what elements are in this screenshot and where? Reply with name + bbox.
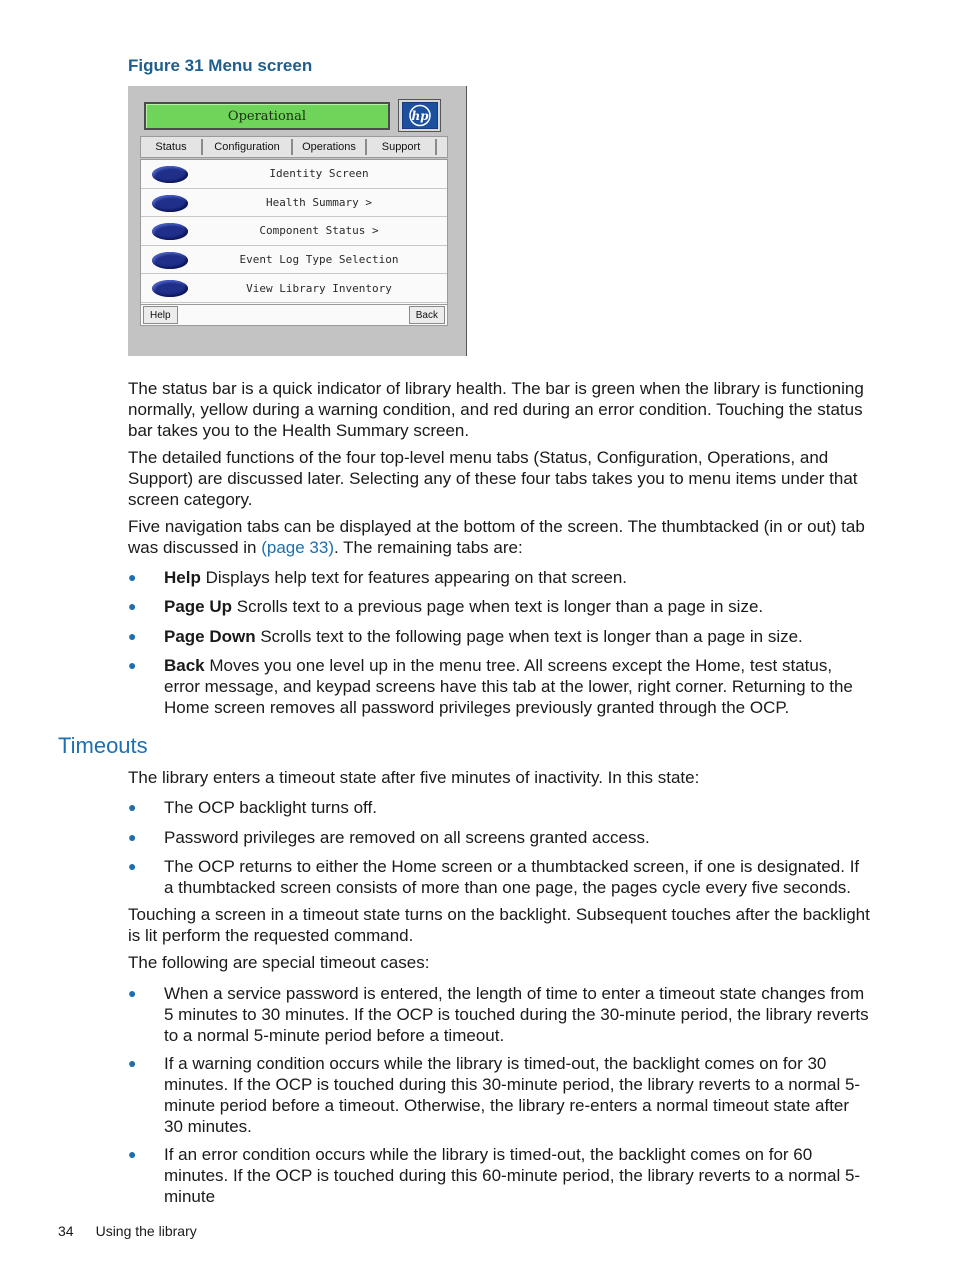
menu-item-label: Component Status > (259, 224, 379, 238)
navigation-tabs-paragraph (128, 516, 870, 558)
description: Moves you one level up in the menu tree. All screens except the Home, test status, error message, and keypad screens have this tab at the lower, right corner. Returning to the Home screen removes all password privileges previously granted through the OCP. (164, 656, 853, 717)
term: Page Up (164, 597, 233, 616)
list-item (128, 797, 870, 818)
list-item (128, 1053, 870, 1137)
hp-logo-button[interactable] (398, 99, 441, 132)
menu-item-component-status[interactable] (141, 217, 447, 246)
section-heading-timeouts: Timeouts (58, 733, 148, 758)
menu-item-label: Event Log Type Selection (239, 253, 399, 267)
special-cases-intro: The following are special timeout cases: (128, 953, 430, 972)
help-button[interactable]: Help (143, 306, 178, 324)
figure-caption: Figure 31 Menu screen (128, 56, 313, 75)
bullet-icon: ● (128, 1146, 137, 1162)
list-item (128, 1144, 870, 1207)
list-item (128, 655, 870, 718)
list-item (128, 596, 870, 617)
list-item (128, 827, 870, 848)
menu-select-button[interactable] (152, 166, 188, 183)
menu-item-library-inventory[interactable] (141, 274, 447, 303)
list-item-text: Password privileges are removed on all screens granted access. (164, 828, 650, 847)
hp-logo-icon (402, 102, 438, 129)
menu-select-button[interactable] (152, 280, 188, 297)
menu-select-button[interactable] (152, 223, 188, 240)
top-menu-tabs (140, 136, 448, 158)
list-item (128, 983, 870, 1046)
tab-configuration[interactable]: Configuration (203, 139, 293, 155)
list-item-text: If a warning condition occurs while the library is timed-out, the backlight comes on for 30 minutes. If the OCP is touched during this 30-minute period, the library reverts to a normal 5-minute period before a timeout. Otherwise, the library re-enters a normal timeout state after 30 minutes. (164, 1054, 861, 1136)
navigation-bar (140, 304, 448, 326)
bullet-icon: ● (128, 1055, 137, 1071)
term: Back (164, 656, 205, 675)
bullet-icon: ● (128, 985, 137, 1001)
description: Displays help text for features appearing on that screen. (200, 568, 628, 587)
tab-operations[interactable]: Operations (293, 139, 367, 155)
menu-tabs-paragraph: The detailed functions of the four top-level menu tabs (Status, Configuration, Operations, and Support) are discussed later. Selecting any of these four tabs takes you to menu items under that screen category. (128, 448, 858, 509)
tab-support[interactable]: Support (367, 139, 437, 155)
backlight-paragraph: Touching a screen in a timeout state turns on the backlight. Subsequent touches after the backlight is lit perform the requested command. (128, 905, 870, 945)
list-item (128, 856, 870, 898)
footer-section-title: Using the library (95, 1223, 197, 1239)
menu-select-button[interactable] (152, 252, 188, 269)
bullet-icon: ● (128, 829, 137, 845)
description: Scrolls text to a previous page when text is longer than a page in size. (232, 597, 764, 616)
svg-text:hp: hp (410, 109, 429, 123)
timeouts-intro: The library enters a timeout state after five minutes of inactivity. In this state: (128, 768, 700, 787)
nav-para-text: Five navigation tabs can be displayed at the bottom of the screen. The thumbtacked (in or out) tab was discussed in (128, 517, 865, 557)
menu-screen-figure (128, 86, 467, 356)
term: Help (164, 568, 201, 587)
bullet-icon: ● (128, 657, 137, 673)
menu-select-button[interactable] (152, 195, 188, 212)
bullet-icon: ● (128, 628, 137, 644)
tab-status[interactable]: Status (141, 139, 203, 155)
menu-item-identity-screen[interactable] (141, 160, 447, 189)
description: Scrolls text to the following page when text is longer than a page in size. (255, 627, 803, 646)
page-number: 34 (58, 1223, 74, 1239)
page-footer (58, 1223, 219, 1239)
page-33-link[interactable]: (page 33) (261, 538, 335, 557)
term: Page Down (164, 627, 256, 646)
list-item-text: If an error condition occurs while the library is timed-out, the backlight comes on for 60 minutes. If the OCP is touched during this 60-minute period, the library reverts to a normal 5-minute (164, 1145, 861, 1206)
status-bar[interactable]: Operational (144, 102, 390, 130)
menu-item-label: Health Summary > (266, 195, 372, 209)
list-item-text: The OCP backlight turns off. (164, 798, 377, 817)
bullet-icon: ● (128, 598, 137, 614)
menu-item-label: Identity Screen (269, 167, 369, 181)
bullet-icon: ● (128, 569, 137, 585)
menu-item-event-log[interactable] (141, 246, 447, 275)
nav-para-text: . The remaining tabs are: (334, 538, 523, 557)
bullet-icon: ● (128, 858, 137, 874)
back-button[interactable]: Back (409, 306, 445, 324)
status-bar-paragraph: The status bar is a quick indicator of library health. The bar is green when the library is functioning normally, yellow during a warning condition, and red during an error condition. Touching the status bar takes you to the Health Summary screen. (128, 379, 864, 440)
list-item-text: The OCP returns to either the Home screen or a thumbtacked screen, if one is designated. If a thumbtacked screen consists of more than one page, the pages cycle every five seconds. (164, 857, 860, 897)
menu-item-label: View Library Inventory (246, 281, 392, 295)
menu-list (140, 159, 448, 325)
bullet-icon: ● (128, 799, 137, 815)
list-item-text: When a service password is entered, the length of time to enter a timeout state changes from 5 minutes to 30 minutes. If the OCP is touched during the 30-minute period, the library reverts to a normal 5-minute period before a timeout. (164, 984, 869, 1045)
menu-item-health-summary[interactable] (141, 189, 447, 218)
list-item (128, 567, 870, 588)
list-item (128, 626, 870, 647)
